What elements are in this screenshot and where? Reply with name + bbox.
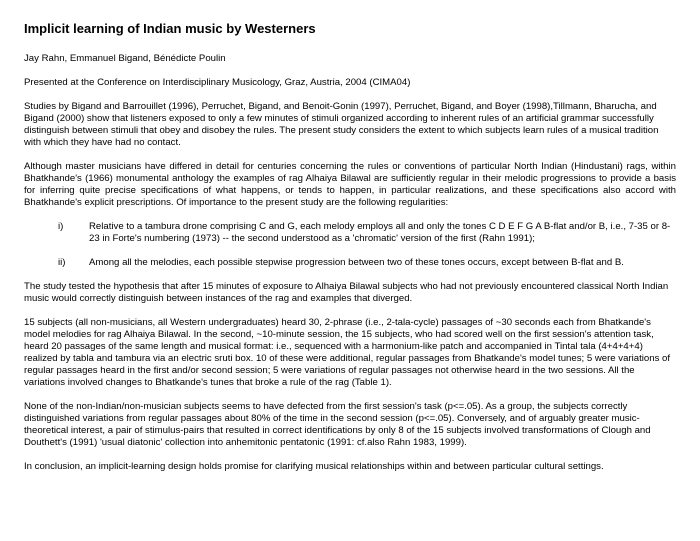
regularities-list [24, 221, 676, 269]
paragraph-results: None of the non-Indian/non-musician subjects seems to have defected from the first session's task (p<=.05). As a group, the subjects correctly distinguished variations from regular passages about 80% of the time in the second session (p<=.05). Conversely, and of arguably greater music-theoretical interest, a pair of stimulus-pairs that resulted in correct identifications by only 8 of the 15 subjects involved transformations of Clough and Douthett's (1991) 'usual diatonic' collection into anhemitonic pentatonic (1991: cf.also Rahn 1983, 1999). [24, 401, 651, 448]
list-item [24, 221, 676, 245]
list-marker: i) [58, 221, 64, 232]
paragraph-background: Although master musicians have differed in detail for centuries concerning the rules or conventions of particular North Indian (Hindustani) rags, within Bhatkhande's (1966) monumental anthology the examples of rag Alhaiya Bilawal are sufficiently regular in their melodic progressions to provide a basis for inferring quite precise specifications of what happens, or tends to happen, in particular realizations, and these specifications also accord with Bhatkhande's explicit prescriptions. Of importance to the present study are the following regularities: [24, 161, 676, 208]
list-item-text: Relative to a tambura drone comprising C and G, each melody employs all and only the tones C D E F G A B-flat and/or B, i.e., 7-35 or 8-23 in Forte's numbering (1973) -- the second understood as a 'chromatic' version of the first (Rahn 1991); [89, 221, 671, 244]
paragraph-hypothesis: The study tested the hypothesis that after 15 minutes of exposure to Alhaiya Bilawal subjects who had not previously encountered classical North Indian music would correctly distinguish between instances of the rag and examples that diverged. [24, 281, 669, 304]
document-title: Implicit learning of Indian music by Westerners [24, 21, 316, 36]
paragraph-conclusion: In conclusion, an implicit-learning design holds promise for clarifying musical relationships within and between particular cultural settings. [24, 461, 604, 472]
list-item-text: Among all the melodies, each possible stepwise progression between two of these tones occurs, except between B-flat and B. [89, 257, 624, 268]
conference-line: Presented at the Conference on Interdisciplinary Musicology, Graz, Austria, 2004 (CIMA04) [24, 77, 411, 88]
list-marker: ii) [58, 257, 66, 268]
paragraph-method: 15 subjects (all non-musicians, all Western undergraduates) heard 30, 2-phrase (i.e., 2-tala-cycle) passages of ~30 seconds each from Bhatkande's model melodies for rag Alhaiya Bilawal. In the second, ~10-minute session, the 15 subjects, who had scored well on the first session's attention task, heard 20 passages of the same length and musical format: i.e., sequenced with a harmonium-like patch and accompanied in Tintal tala (4+4+4+4) realized by tabla and tambura via an electric sruti box. 10 of these were additional, regular passages from Bhatkande's model tunes; 5 were variations of regular passages heard in the first and/or second session; 5 were variations of regular passages not otherwise heard in the two sessions. All the variations involved changes to Bhatkande's tunes that broke a rule of the rag (Table 1). [24, 317, 671, 388]
paragraph-intro: Studies by Bigand and Barrouillet (1996), Perruchet, Bigand, and Benoit-Gonin (1997), Perruchet, Bigand, and Boyer (1998),Tillmann, Bharucha, and Bigand (2000) show that listeners exposed to only a few minutes of stimuli organized according to inherent rules of an artificial grammar successfully distinguish between stimuli that obey and disobey the rules. The present study considers the extent to which subjects learn rules of a musical tradition with which they have had no contact. [24, 101, 659, 148]
authors-line: Jay Rahn, Emmanuel Bigand, Bénédicte Poulin [24, 53, 226, 64]
list-item [24, 257, 676, 269]
